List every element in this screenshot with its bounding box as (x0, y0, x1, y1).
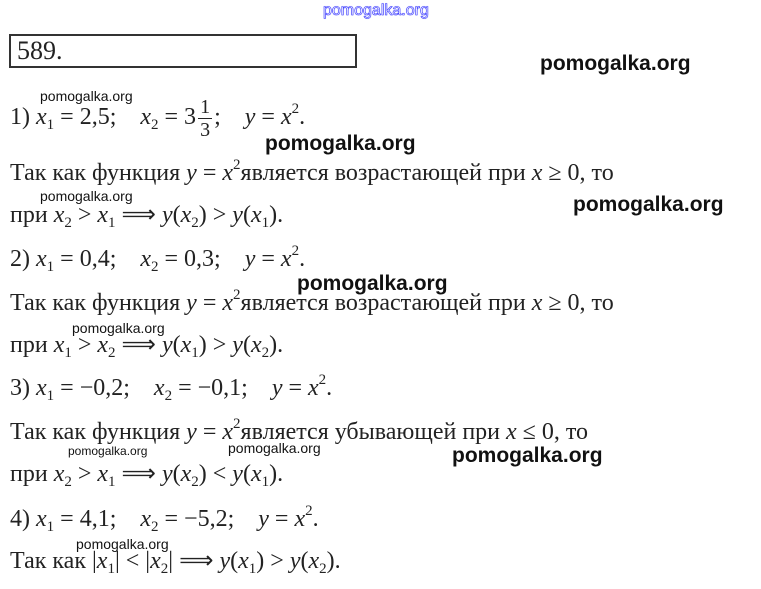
problem-number-box (9, 34, 357, 68)
case-2-header: 2) $x_1 = 0,4$; $x_2 = 0,3$; $y = x^2$. (10, 243, 306, 275)
text-since: Так как функция (10, 160, 181, 186)
text-when: при (10, 202, 48, 228)
watermark: pomogalka.org (452, 444, 603, 467)
case-4-header: 4) $x_1 = 4,1$; $x_2 = -5,2$; $y = x^2$. (10, 503, 319, 535)
case-2-reasoning: Так как функция $y = x^2является$ возрастающей при x ≥ 0, то (10, 287, 614, 316)
case-1-conclusion: при $x_2 > x_1$ ⟹ $y(x_2) > y(x_1)$. (10, 202, 284, 231)
text-decreasing: является убывающей при (240, 419, 501, 445)
problem-number: 589. (17, 36, 63, 65)
watermark: pomogalka.org (265, 132, 416, 155)
text-when: при (10, 332, 48, 358)
watermark-top: pomogalka.org (323, 2, 429, 19)
text-to: то (591, 160, 614, 186)
case-3-reasoning: Так как функция $y = x^2является$ убывающей при x ≤ 0, то (10, 416, 589, 445)
watermark: pomogalka.org (573, 193, 724, 216)
text-increasing: является возрастающей при (240, 160, 526, 186)
text-since2: Так как (10, 548, 86, 574)
case-3-header: 3) $x_1 = -0,2$; $x_2 = -0,1$; $y = x^2$. (10, 372, 333, 404)
watermark: pomogalka.org (72, 320, 165, 336)
watermark: pomogalka.org (228, 440, 321, 456)
text-to: то (591, 290, 614, 316)
case-1-reasoning: Так как функция $y = x^2является$ возрастающей при x ≥ 0, то (10, 157, 614, 186)
text-when: при (10, 461, 48, 487)
watermark: pomogalka.org (76, 536, 169, 552)
case-2-conclusion: при $x_1 > x_2$ ⟹ $y(x_1) > y(x_2)$. (10, 332, 284, 361)
watermark: pomogalka.org (540, 52, 691, 75)
watermark: pomogalka.org (40, 188, 133, 204)
watermark: pomogalka.org (68, 444, 148, 458)
text-to: то (565, 419, 589, 445)
text-since: Так как функция (10, 419, 181, 445)
text-increasing: является возрастающей при (240, 290, 526, 316)
watermark: pomogalka.org (297, 272, 448, 295)
case-1-header: 1) $x_1 = 2,5$; $x_2 = 3$ $\frac{1}{3}$ ; $y = x^2$. (10, 96, 306, 141)
case-4-reasoning: Так как $|x_1| < |x_2|$ ⟹ $y(x_1) > y(x_2)$. (10, 548, 341, 577)
case-3-conclusion: при $x_2 > x_1$ ⟹ $y(x_2) < y(x_1)$. (10, 461, 284, 490)
text-since: Так как функция (10, 290, 181, 316)
watermark: pomogalka.org (40, 88, 133, 104)
